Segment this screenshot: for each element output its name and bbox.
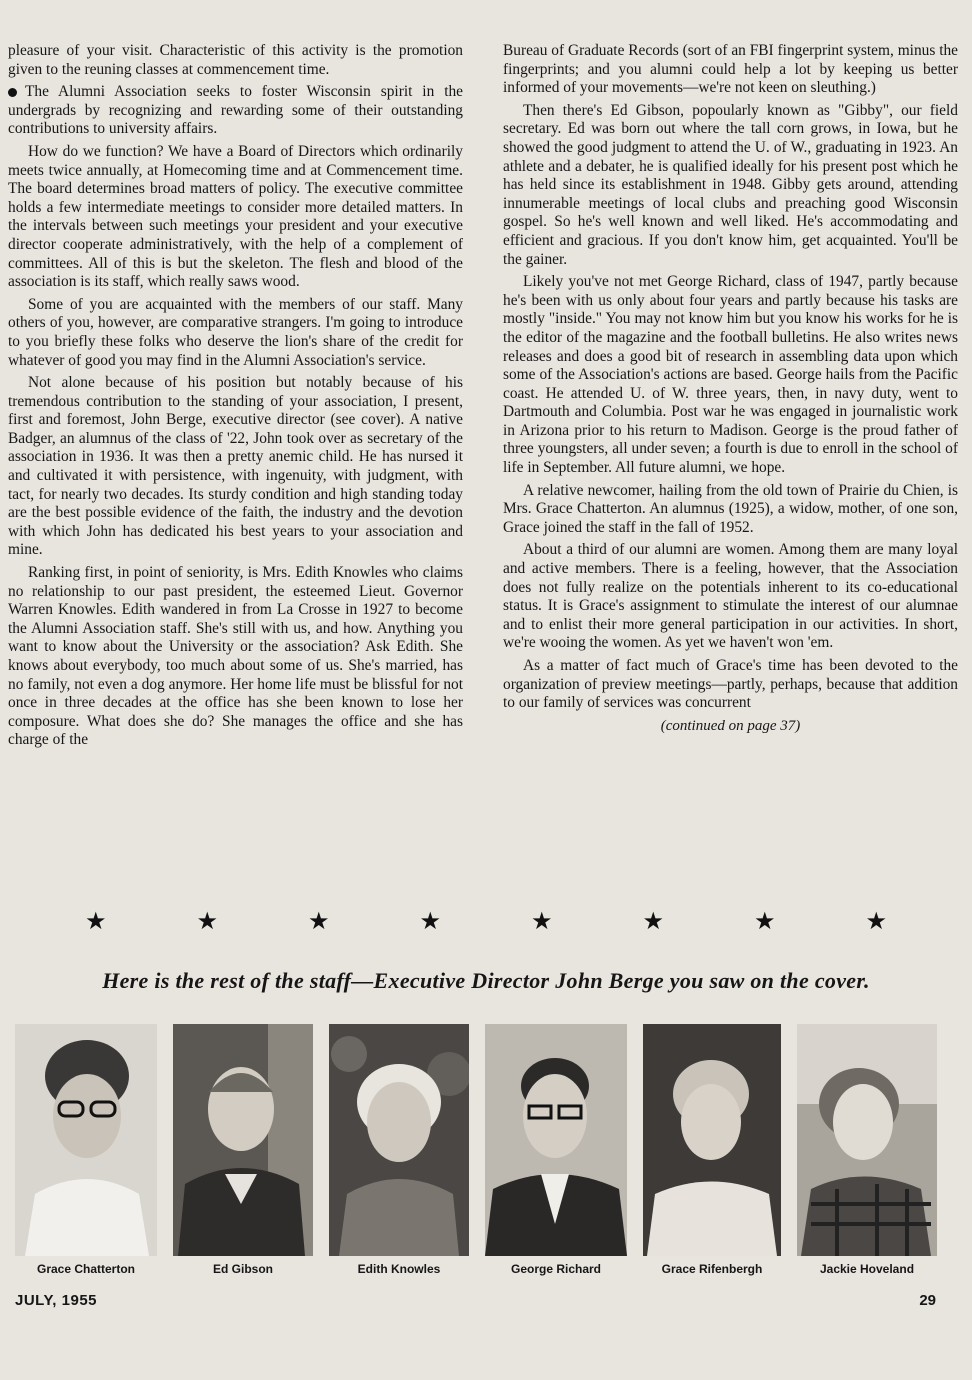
star-icon: ★ (196, 909, 218, 935)
paragraph: A relative newcomer, hailing from the old town of Prairie du Chien, is Mrs. Grace Chatterton. An alumnus (1925), a widow, mother, of one son, Grace joined the staff in the fall of 1952. (503, 481, 958, 536)
paragraph: Then there's Ed Gibson, popoularly known as "Gibby", our field secretary. Ed was born out where the tall corn grows, in Iowa, but he showed the good judgment to attend the U. of W., graduating in 1923. An athlete and a debater, he is qualified ideally for his present post which he has held since its establishment in 1948. Gibby gets around, attending innumerable meetings of local clubs and preaching good Wisconsin gospel. So he's well known and well liked. He's accommodating and efficient and gracious. If you don't know him, get acquainted. You'll be the gainer. (503, 101, 958, 268)
paragraph: Not alone because of his position but notably because of his tremendous contribution to the standing of your association, I present, first and foremost, John Berge, executive director (see cover). A native Badger, an alumnus of the class of '22, John took over as secretary of the association in 1936. It was then a pretty anemic child. He has nursed it and cultivated it with persistence, with ingenuity, with judgment, with tact, for nearly two decades. Its sturdy condition and high standing today are the best possible evidence of the faith, the industry and the devotion with which John has dedicated his best years to your association and mine. (8, 374, 463, 559)
bullet-icon (8, 88, 17, 97)
staff-photo (797, 1024, 937, 1256)
staff-name: Grace Chatterton (36, 1262, 136, 1276)
paragraph: Ranking first, in point of seniority, is Mrs. Edith Knowles who claims no relationship to our past president, the esteemed Lieut. Governor Warren Knowles. Edith wandered in from La Crosse in 1927 to become the Alumni Association staff. She's still with us, and how. Anything you want to know about the University or the association? Ask Edith. She knows about everybody, too much about some of us. She's married, has no family, not even a dog anymore. Her home life must be blissful for not once in three decades at the office has she been known to lose her composure. What does she do? She manages the office and she has charge of the (8, 564, 463, 749)
staff-name: Jackie Hoveland (819, 1262, 915, 1276)
paragraph-text: The Alumni Association seeks to foster Wisconsin spirit in the undergrads by recognizing and rewarding some of their outstanding contributions to university affairs. (8, 83, 463, 138)
star-icon: ★ (753, 909, 776, 935)
article-body (8, 42, 958, 880)
paragraph: About a third of our alumni are women. Among them are many loyal and active members. There is a feeling, however, that the Association does not fully realize on the potentials inherent to its co-educational status. It is Grace's assignment to stimulate the interest of our alumnae and to enlist their more general participation in our activities. In short, we're wooing the women. As yet we haven't won 'em. (503, 541, 958, 652)
star-icon: ★ (642, 909, 664, 935)
star-icon: ★ (307, 909, 330, 935)
paragraph: As a matter of fact much of Grace's time has been devoted to the organization of preview meetings—partly, perhaps, because that addition to our family of services was concurrent (503, 657, 958, 712)
staff-name: Grace Rifenbergh (661, 1262, 763, 1276)
staff-photo (643, 1024, 781, 1256)
photo-caption-heading: Here is the rest of the staff—Executive Director John Berge you saw on the cover. (102, 968, 870, 993)
staff-name: Ed Gibson (213, 1262, 273, 1276)
page-number: 29 (919, 1292, 936, 1309)
paragraph: How do we function? We have a Board of Directors which ordinarily meets twice annually, at Homecoming time and at Commencement time. The board determines broad matters of policy. The executive committee holds a few intermediate meetings to consider more detailed matters. In the intervals between such meetings your president and your executive director cooperate administratively, with the help of a complement of committees. All of this is but the skeleton. The flesh and blood of the association is its staff, which really saws wood. (8, 142, 463, 291)
staff-photo (485, 1024, 627, 1256)
staff-name: Edith Knowles (357, 1262, 441, 1276)
left-column (8, 42, 463, 880)
staff-photos (15, 1024, 955, 1256)
staff-photo (15, 1024, 157, 1256)
star-icon: ★ (865, 909, 887, 935)
paragraph: Likely you've not met George Richard, class of 1947, partly because he's been with us only about four years and partly because his tasks are mostly "inside." You may not know him but you know his works for he is the editor of the magazine and the football bulletins. He also writes news releases and does a good bit of research in assembling data upon which some of the Association's actions are based. George hails from the Pacific coast. He attended U. of W. three years, then, in navy duty, went to Dartmouth and Columbia. Post war he was engaged in journalistic work in Arizona prior to his return to Madison. George is the proud father of three youngsters, all under seven; a fourth is due to enroll in the school of life in September. All future alumni, we hope. (503, 273, 958, 477)
staff-names (15, 1262, 955, 1280)
staff-photo (173, 1024, 313, 1256)
staff-name: George Richard (510, 1262, 602, 1276)
paragraph: Bureau of Graduate Records (sort of an FBI fingerprint system, minus the fingerprints; and you alumni could help a lot by keeping us better informed of your movements—we're not keen on sleuthing.) (503, 42, 958, 97)
bullet-paragraph (8, 83, 463, 139)
right-column (503, 42, 958, 880)
continued-note: (continued on page 37) (660, 717, 801, 734)
staff-photo (329, 1024, 469, 1256)
paragraph: pleasure of your visit. Characteristic of this activity is the promotion given to the reuning classes at commencement time. (8, 42, 463, 78)
star-icon: ★ (84, 909, 107, 935)
issue-date: JULY, 1955 (15, 1292, 98, 1309)
star-icon: ★ (419, 909, 441, 935)
star-icon: ★ (530, 909, 553, 935)
paragraph: Some of you are acquainted with the members of our staff. Many others of you, however, are comparative strangers. I'm going to introduce to you briefly these folks who deserve the lion's share of the credit for whatever of good you may find in the Alumni Association's service. (8, 295, 463, 369)
star-divider (0, 910, 972, 934)
